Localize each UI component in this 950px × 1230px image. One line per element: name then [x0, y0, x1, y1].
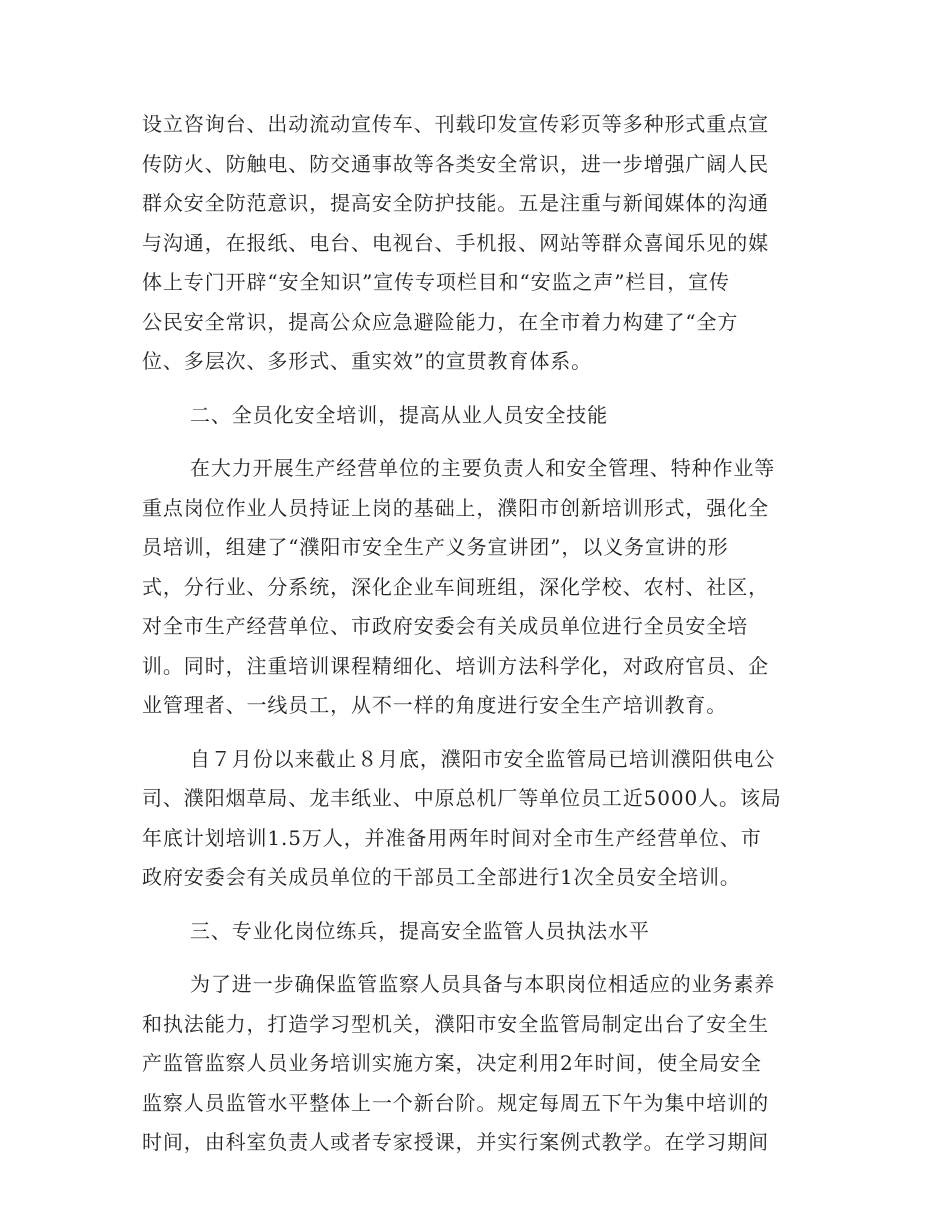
text-line: 产监管监察人员业务培训实施方案，决定利用2年时间，使全局安全: [142, 1051, 762, 1075]
section-heading-3: [142, 912, 810, 952]
text-line: 对全市生产经营单位、市政府安委会有关成员单位进行全员安全培: [142, 614, 749, 638]
heading-text: 二、全员化安全培训，提高从业人员安全技能: [190, 402, 608, 427]
text-line: 年底计划培训1.5万人，并准备用两年时间对全市生产经营单位、市: [142, 825, 762, 850]
text-line: 传防火、防触电、防交通事故等各类安全常识，进一步增强广阔人民: [142, 151, 769, 176]
text-line: 训。同时，注重培训课程精细化、培训方法科学化，对政府官员、企: [142, 653, 769, 678]
section-heading-2: [142, 396, 810, 436]
paragraph-supervisor-training: [142, 965, 810, 1163]
text-line: 在大力开展生产经营单位的主要负责人和安全管理、特种作业等: [190, 456, 776, 480]
text-line: 自７月份以来截止８月底，濮阳市安全监管局已培训濮阳供电公: [190, 746, 776, 771]
text-line: 为了进一步确保监管监察人员具备与本职岗位相适应的业务素养: [190, 972, 776, 996]
text-line: 重点岗位作业人员持证上岗的基础上，濮阳市创新培训形式，强化全: [142, 495, 769, 520]
text-line: 政府安委会有关成员单位的干部员工全部进行1次全员安全培训。: [142, 865, 741, 889]
paragraph-staff-training: [142, 449, 810, 726]
text-line: 位、多层次、多形式、重实效”的宣贯教育体系。: [142, 349, 593, 373]
text-line: 群众安全防范意识，提高安全防护技能。五是注重与新闻媒体的沟通: [142, 191, 769, 215]
text-line: 公民安全常识，提高公众应急避险能力，在全市着力构建了“全方: [142, 309, 739, 334]
text-line: 时间，由科室负责人或者专家授课，并实行案例式教学。在学习期间: [142, 1130, 769, 1154]
heading-text: 三、专业化岗位练兵，提高安全监管人员执法水平: [190, 918, 650, 943]
text-line: 和执法能力，打造学习型机关，濮阳市安全监管局制定出台了安全生: [142, 1011, 769, 1036]
document-body: [142, 105, 810, 1177]
text-line: 业管理者、一线员工，从不一样的角度进行安全生产培训教育。: [142, 693, 728, 717]
paragraph-safety-publicity: [142, 105, 810, 382]
text-line: 员培训，组建了“濮阳市安全生产义务宣讲团”，以义务宣讲的形: [142, 535, 729, 559]
text-line: 式，分行业、分系统，深化企业车间班组，深化学校、农村、社区，: [142, 574, 769, 599]
text-line: 与沟通，在报纸、电台、电视台、手机报、网站等群众喜闻乐见的媒: [142, 230, 769, 255]
paragraph-training-progress: [142, 740, 810, 898]
text-line: 设立咨询台、出动流动宣传车、刊载印发宣传彩页等多种形式重点宣: [142, 112, 769, 136]
text-line: 监察人员监管水平整体上一个新台阶。规定每周五下午为集中培训的: [142, 1090, 769, 1115]
text-line: 体上专门开辟“安全知识”宣传专项栏目和“安监之声”栏目，宣传: [142, 270, 730, 294]
text-line: 司、濮阳烟草局、龙丰纸业、中原总机厂等单位员工近5000人。该局: [142, 786, 782, 810]
